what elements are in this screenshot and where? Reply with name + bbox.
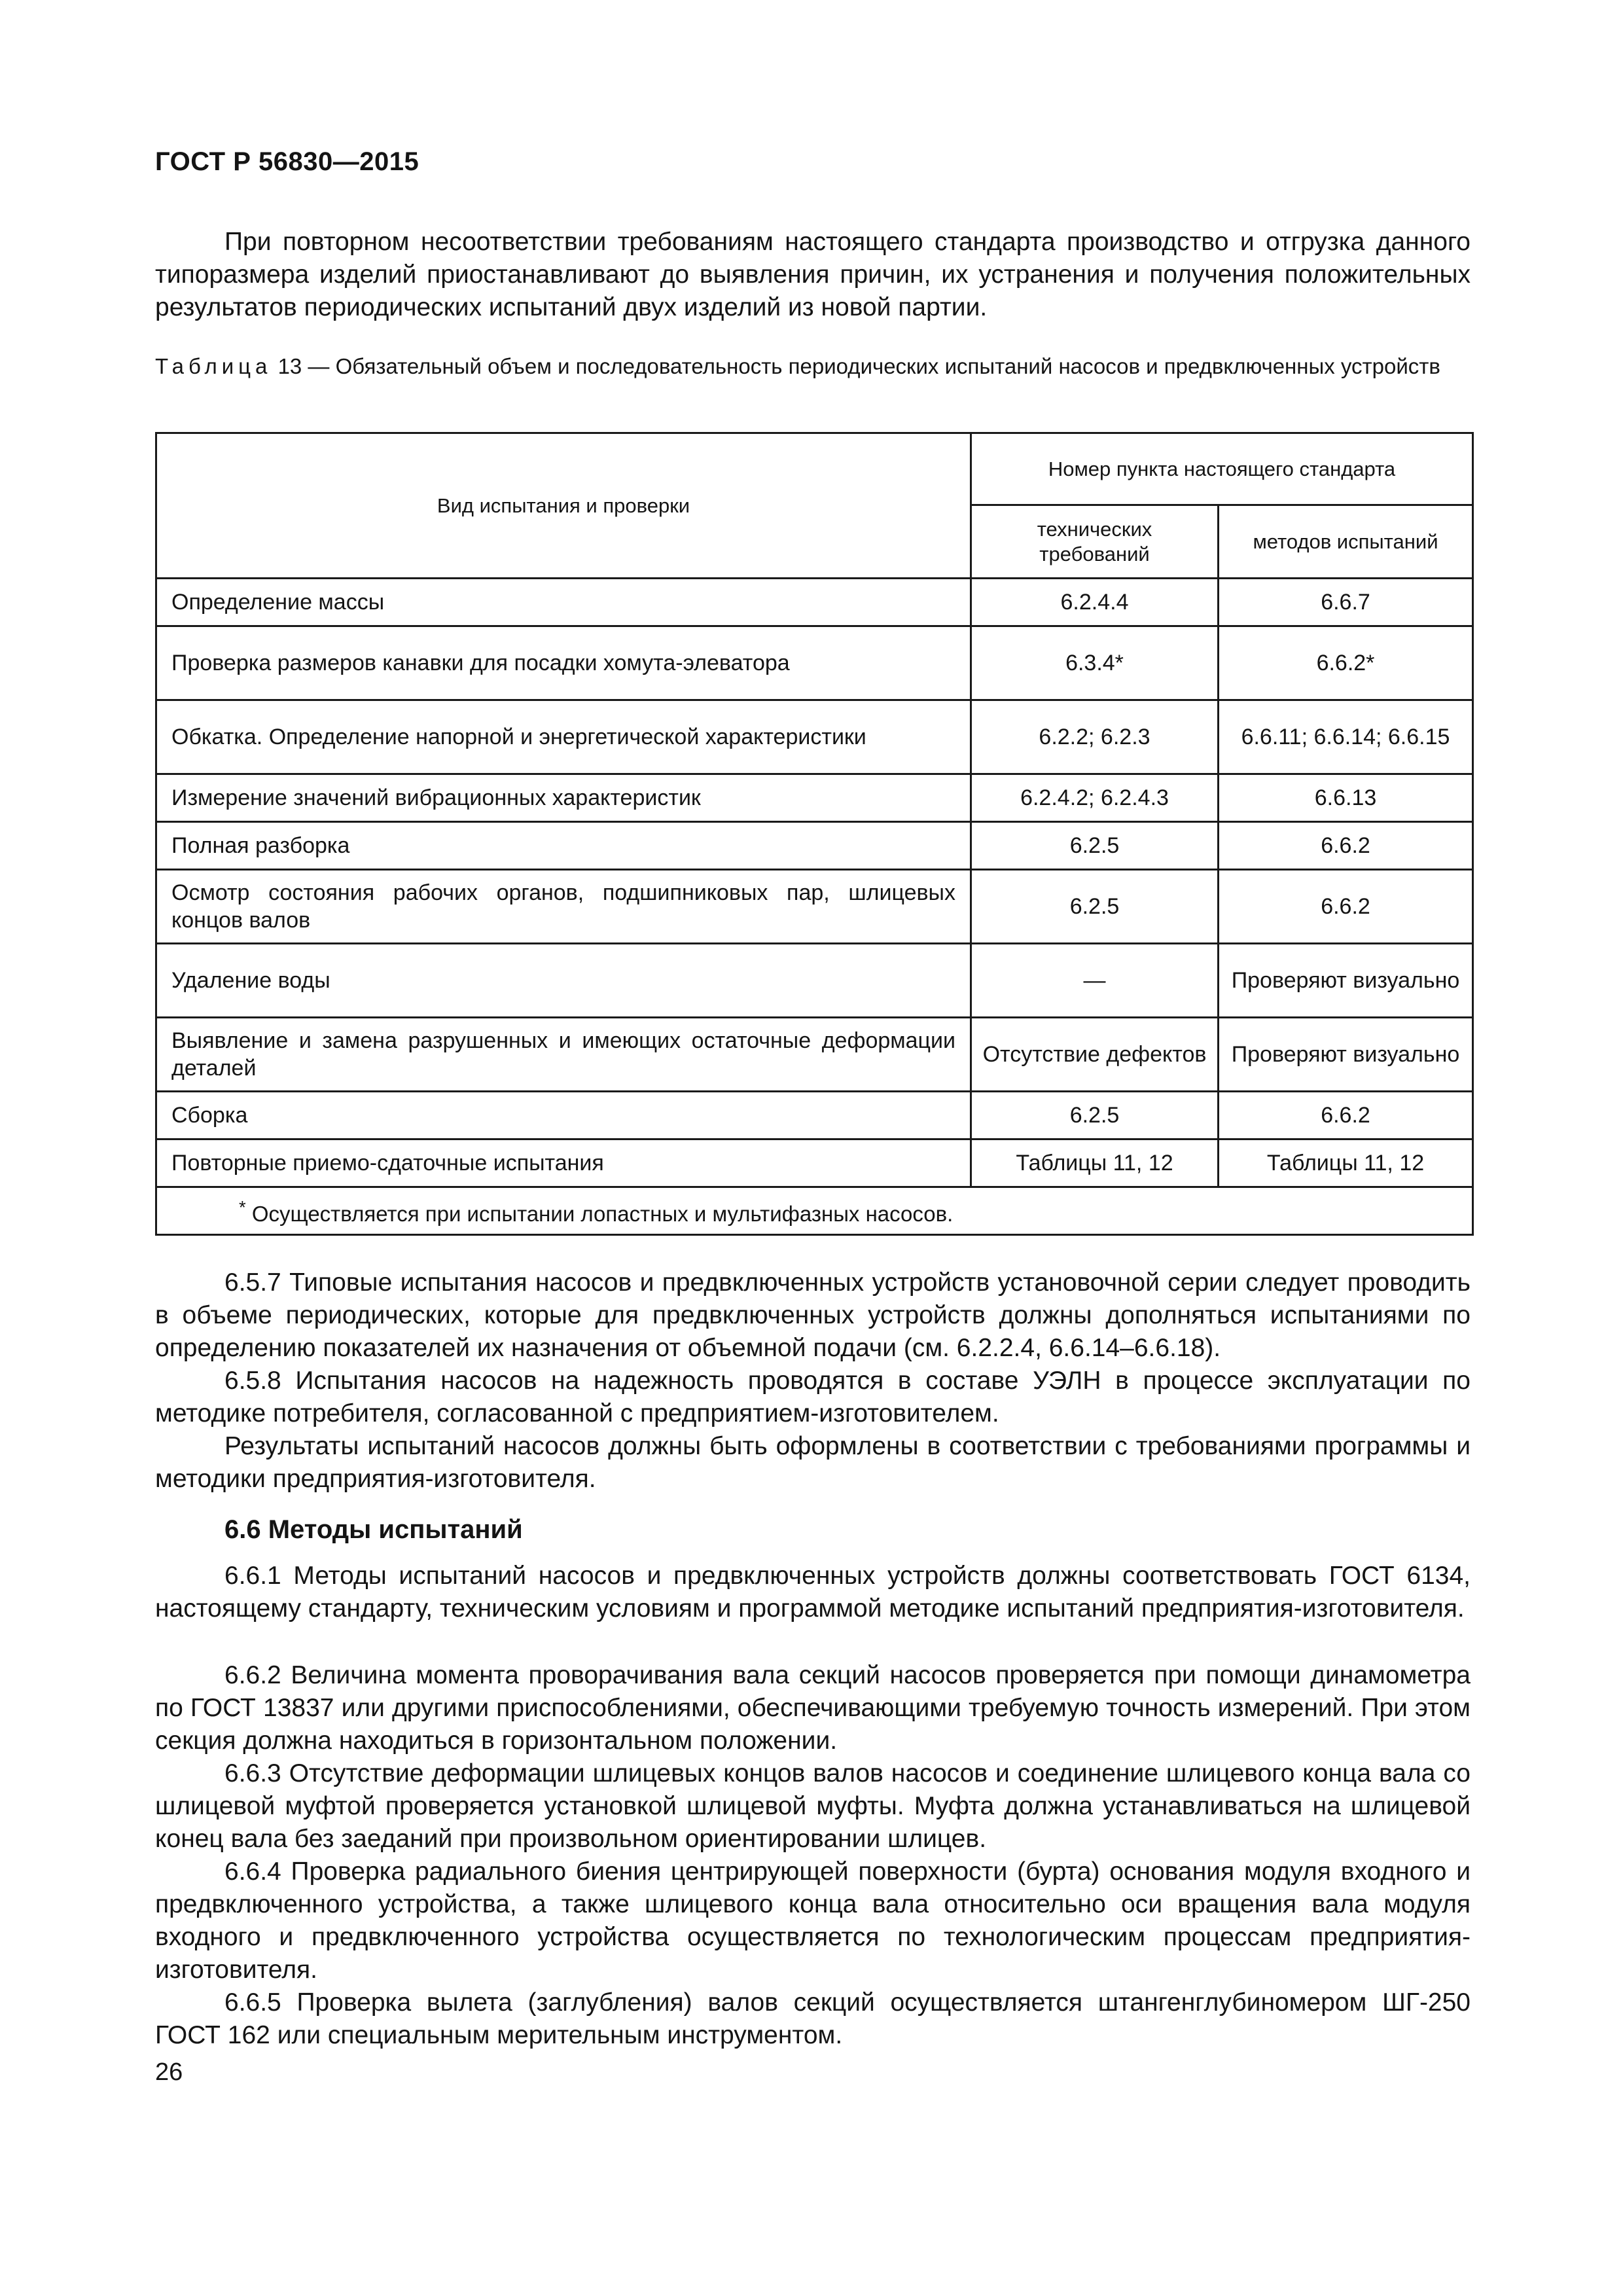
row-test-name: Измерение значений вибрационных характеристик: [156, 774, 971, 822]
row-method-clause: 6.6.11; 6.6.14; 6.6.15: [1219, 700, 1473, 774]
row-tech-clause: 6.2.4.2; 6.2.4.3: [971, 774, 1219, 822]
row-test-name: Обкатка. Определение напорной и энергетической характеристики: [156, 700, 971, 774]
row-tech-clause: Отсутствие дефектов: [971, 1018, 1219, 1092]
row-method-clause: 6.6.2: [1219, 822, 1473, 870]
table-row: [156, 700, 1473, 774]
row-tech-clause: 6.3.4*: [971, 626, 1219, 700]
table-caption: [155, 352, 1471, 380]
table-row: [156, 1018, 1473, 1092]
section-heading-6-6: 6.6 Методы испытаний: [224, 1515, 523, 1544]
clause-6-6-2-text: 6.6.2 Величина момента проворачивания вала секций насосов проверяется при помощи динамометра по ГОСТ 13837 или другими приспособлениями, обеспечивающими требуемую точность измерений. При этом секция должна находиться в горизонтальном положении.: [155, 1661, 1471, 1755]
header-test-type: Вид испытания и проверки: [156, 433, 971, 579]
footnote-mark: *: [239, 1197, 246, 1217]
row-test-name: Определение массы: [156, 579, 971, 626]
clause-6-6-5: [155, 1986, 1471, 2052]
table-row: [156, 1092, 1473, 1139]
table-row: [156, 579, 1473, 626]
row-test-name: Полная разборка: [156, 822, 971, 870]
clause-6-6-1: [155, 1560, 1471, 1625]
clause-6-6-3: [155, 1757, 1471, 1856]
document-code: ГОСТ Р 56830—2015: [155, 147, 419, 176]
clause-6-5-7-text: 6.5.7 Типовые испытания насосов и предвключенных устройств установочной серии следует проводить в объеме периодических, которые для предвключенных устройств должны дополняться испытаниями по определению показателей их назначения от объемной подачи (см. 6.2.2.4, 6.6.14–6.6.18).: [155, 1268, 1471, 1362]
clause-6-6-3-text: 6.6.3 Отсутствие деформации шлицевых концов валов насосов и соединение шлицевого конца вала со шлицевой муфтой проверяется установкой шлицевой муфты. Муфта должна устанавливаться на шлицевой конец вала без заеданий при произвольном ориентировании шлицев.: [155, 1759, 1471, 1853]
row-tech-clause: 6.2.5: [971, 1092, 1219, 1139]
row-method-clause: Проверяют визуально: [1219, 944, 1473, 1018]
row-test-name: Удаление воды: [156, 944, 971, 1018]
row-tech-clause: —: [971, 944, 1219, 1018]
row-tech-clause: 6.2.2; 6.2.3: [971, 700, 1219, 774]
clause-6-5-7: [155, 1266, 1471, 1365]
clause-6-6-5-text: 6.6.5 Проверка вылета (заглубления) валов секций осуществляется штангенглубиномером ШГ-250 ГОСТ 162 или специальным мерительным инструментом.: [155, 1988, 1471, 2049]
row-test-name: Осмотр состояния рабочих органов, подшипниковых пар, шлицевых концов валов: [156, 870, 971, 944]
table-footnote: [156, 1187, 1473, 1235]
row-tech-clause: 6.2.5: [971, 870, 1219, 944]
page-number: 26: [155, 2058, 183, 2086]
clause-6-6-2: [155, 1659, 1471, 1757]
table-footnote-row: [156, 1187, 1473, 1235]
table-row: [156, 822, 1473, 870]
row-method-clause: 6.6.2*: [1219, 626, 1473, 700]
row-method-clause: 6.6.7: [1219, 579, 1473, 626]
row-test-name: Повторные приемо-сдаточные испытания: [156, 1139, 971, 1187]
row-method-clause: Таблицы 11, 12: [1219, 1139, 1473, 1187]
row-test-name: Выявление и замена разрушенных и имеющих остаточные деформации деталей: [156, 1018, 971, 1092]
table-caption-word: Таблица: [155, 354, 272, 378]
header-clause-number: Номер пункта настоящего стандарта: [971, 433, 1473, 505]
table-row: [156, 1139, 1473, 1187]
table-row: [156, 944, 1473, 1018]
row-test-name: Проверка размеров канавки для посадки хомута-элеватора: [156, 626, 971, 700]
row-method-clause: 6.6.13: [1219, 774, 1473, 822]
row-tech-clause: 6.2.5: [971, 822, 1219, 870]
row-method-clause: 6.6.2: [1219, 870, 1473, 944]
clause-6-5-8-text: 6.5.8 Испытания насосов на надежность проводятся в составе УЭЛН в процессе эксплуатации по методике потребителя, согласованной с предприятием-изготовителем.: [155, 1367, 1471, 1427]
table-caption-text: 13 — Обязательный объем и последовательность периодических испытаний насосов и предвключенных устройств: [277, 354, 1440, 378]
footnote-text: Осуществляется при испытании лопастных и мультифазных насосов.: [251, 1202, 954, 1226]
clause-6-5-8-results-text: Результаты испытаний насосов должны быть оформлены в соответствии с требованиями программы и методики предприятия-изготовителя.: [155, 1432, 1471, 1493]
row-method-clause: Проверяют визуально: [1219, 1018, 1473, 1092]
table-row: [156, 774, 1473, 822]
table-row: [156, 870, 1473, 944]
row-tech-clause: Таблицы 11, 12: [971, 1139, 1219, 1187]
row-method-clause: 6.6.2: [1219, 1092, 1473, 1139]
periodic-tests-table: [155, 432, 1474, 1236]
row-tech-clause: 6.2.4.4: [971, 579, 1219, 626]
clause-6-6-1-text: 6.6.1 Методы испытаний насосов и предвключенных устройств должны соответствовать ГОСТ 6134, настоящему стандарту, техническим условиям и программой методике испытаний предприятия-изготовителя.: [155, 1562, 1471, 1623]
header-test-methods: методов испытаний: [1219, 505, 1473, 579]
clause-6-6-4: [155, 1856, 1471, 1986]
clause-6-6-4-text: 6.6.4 Проверка радиального биения центрирующей поверхности (бурта) основания модуля входного и предвключенного устройства, а также шлицевого конца вала относительно оси вращения вала модуля входного и предвключенного устройства осуществляется по технологическим процессам предприятия-изготовителя.: [155, 1857, 1471, 1984]
row-test-name: Сборка: [156, 1092, 971, 1139]
table-row: [156, 626, 1473, 700]
header-tech-requirements: технических требований: [971, 505, 1219, 579]
clause-6-5-8-results: [155, 1430, 1471, 1496]
clause-6-5-8: [155, 1365, 1471, 1430]
intro-paragraph-text: При повторном несоответствии требованиям настоящего стандарта производство и отгрузка данного типоразмера изделий приостанавливают до выявления причин, их устранения и получения положительных результатов периодических испытаний двух изделий из новой партии.: [155, 228, 1471, 321]
intro-paragraph: [155, 226, 1471, 324]
